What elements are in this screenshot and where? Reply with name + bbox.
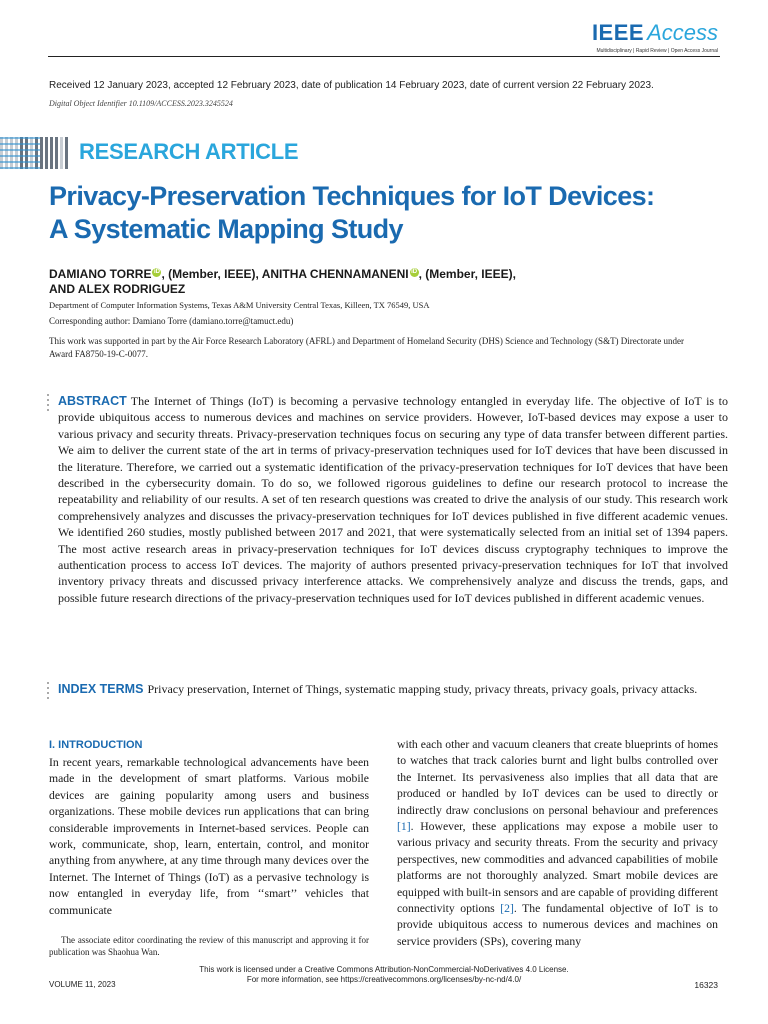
author-3: AND ALEX RODRIGUEZ: [49, 282, 186, 296]
author-2-role: , (Member, IEEE),: [418, 267, 516, 281]
index-terms-text: Privacy preservation, Internet of Things, systematic mapping study, privacy threats, privacy goals, privacy attacks.: [147, 682, 698, 696]
paper-title: [49, 180, 729, 246]
orcid-icon[interactable]: iD: [153, 269, 160, 275]
logo-tagline: Multidisciplinary | Rapid Review | Open Access Journal: [596, 48, 718, 54]
article-type-label: RESEARCH ARTICLE: [79, 139, 299, 164]
abstract: [58, 393, 728, 606]
reference-link-1[interactable]: [1]: [397, 820, 411, 834]
intro-right-column: [397, 737, 718, 950]
abstract-text: The Internet of Things (IoT) is becoming a pervasive technology entangled in everyday life. The objective of IoT is to provide ubiquitous access to numerous devices and machines on service providers. However, IoT-based devices may expose a user to various privacy and security threats. Privacy-preservation techniques focus on securing any type of data transfer between different parties. We aim to deliver the current state of the art in terms of privacy-preservation techniques used for IoT devices that have been discussed in the literature. Therefore, we carried out a systematic identification of the privacy-preservation techniques for IoT devices that have been described in the cybersecurity domain. To do so, we followed rigorous guidelines to define our research protocol to increase the repeatability and reliability of our results. A set of ten research questions was created to drive the analysis of our study. This research work comprehensively analyzes and discusses the privacy-preservation techniques for IoT devices published in five different academic venues. We identified 260 studies, mostly published between 2017 and 2021, that were systematically selected from an initial set of 1394 papers. The most active research areas in privacy-preservation techniques for IoT devices discuss cryptography techniques to improve the authentication process to access IoT devices. The majority of authors presented privacy-preservation techniques for IoT that involved inventory privacy threats and discussed privacy interference attacks. We comprehensively analyze and discuss the trends, gaps, and possible future research directions of the privacy-preservation techniques used for IoT devices published in different academic venues.: [58, 394, 728, 605]
banner-dots: [0, 137, 40, 169]
corresponding-author: Corresponding author: Damiano Torre (damiano.torre@tamuct.edu): [49, 316, 294, 326]
license-line-1: This work is licensed under a Creative Commons Attribution-NonCommercial-NoDerivatives 4.0 License.: [199, 965, 569, 974]
intro-right-text-c: . The fundamental objective of IoT is to provide ubiquitous access to numerous devices and machines on service providers (SPs), covering many: [397, 902, 719, 948]
article-type-banner: [0, 137, 299, 169]
index-terms-label: INDEX TERMS: [58, 682, 144, 696]
logo-ieee: IEEE: [591, 20, 645, 45]
intro-right-text-b: . However, these applications may expose a mobile user to various privacy and security threats. From the security and privacy perspectives, new commodities and advanced capabilities of mobile platforms are not thoroughly analyzed. Smart mobile devices are equipped with built-in sensors and are capable of providing different connectivity options: [397, 820, 718, 916]
reference-link-2[interactable]: [2]: [500, 902, 514, 916]
author-list: [49, 267, 729, 297]
volume-label: VOLUME 11, 2023: [49, 980, 116, 989]
author-1-role: , (Member, IEEE),: [161, 267, 262, 281]
title-line-2: A Systematic Mapping Study: [49, 214, 403, 244]
funding-note: This work was supported in part by the Air Force Research Laboratory (AFRL) and Department of Homeland Security (DHS) Science and Technology (S&T) Directorate under Award FA8750-19-C-0077.: [49, 336, 685, 359]
abstract-marker: [47, 394, 50, 414]
journal-logo: [592, 20, 718, 54]
orcid-icon[interactable]: iD: [411, 269, 418, 275]
header-rule: [48, 56, 720, 57]
editor-footnote: The associate editor coordinating the review of this manuscript and approving it for publication was Shaohua Wan.: [49, 935, 369, 957]
author-1: DAMIANO TORRE: [49, 267, 152, 281]
abstract-label: ABSTRACT: [58, 394, 127, 408]
logo-access: Access: [647, 20, 718, 45]
section-heading: I. INTRODUCTION: [49, 739, 143, 751]
index-terms-marker: [47, 682, 50, 702]
title-line-1: Privacy-Preservation Techniques for IoT Devices:: [49, 181, 655, 211]
index-terms: [58, 681, 728, 697]
affiliation: Department of Computer Information Systems, Texas A&M University Central Texas, Killeen, TX 76549, USA: [49, 300, 430, 310]
received-line: Received 12 January 2023, accepted 12 February 2023, date of publication 14 February 2023, date of current version 22 February 2023.: [49, 80, 654, 91]
doi-line: Digital Object Identifier 10.1109/ACCESS.2023.3245524: [49, 99, 233, 108]
intro-left-column: In recent years, remarkable technological advancements have been made in the development of smart platforms. Various mobile devices are gaining popularity among users and business organizations. These mobile devices run applications that can bring considerable improvements in Internet-based services. People can work, communicate, shop, learn, entertain, control, and monitor anything from anywhere, at any time through many devices over the Internet. The Internet of Things (IoT) as a pervasive technology is now entangled in everyday life, from ‘‘smart’’ vehicles that communicate: [49, 756, 369, 917]
page-number: 16323: [694, 980, 718, 990]
license-line-2[interactable]: For more information, see https://creativecommons.org/licenses/by-nc-nd/4.0/: [246, 975, 522, 984]
author-2: ANITHA CHENNAMANENI: [261, 267, 409, 281]
intro-right-text-a: with each other and vacuum cleaners that create blueprints of homes to watches that track calories burnt and light bulbs controlled over the Internet. Its pervasiveness also implies that all data that are produced or handled by IoT devices can be used to directly or indirectly draw conclusions on personal behaviour and preferences: [397, 738, 718, 817]
